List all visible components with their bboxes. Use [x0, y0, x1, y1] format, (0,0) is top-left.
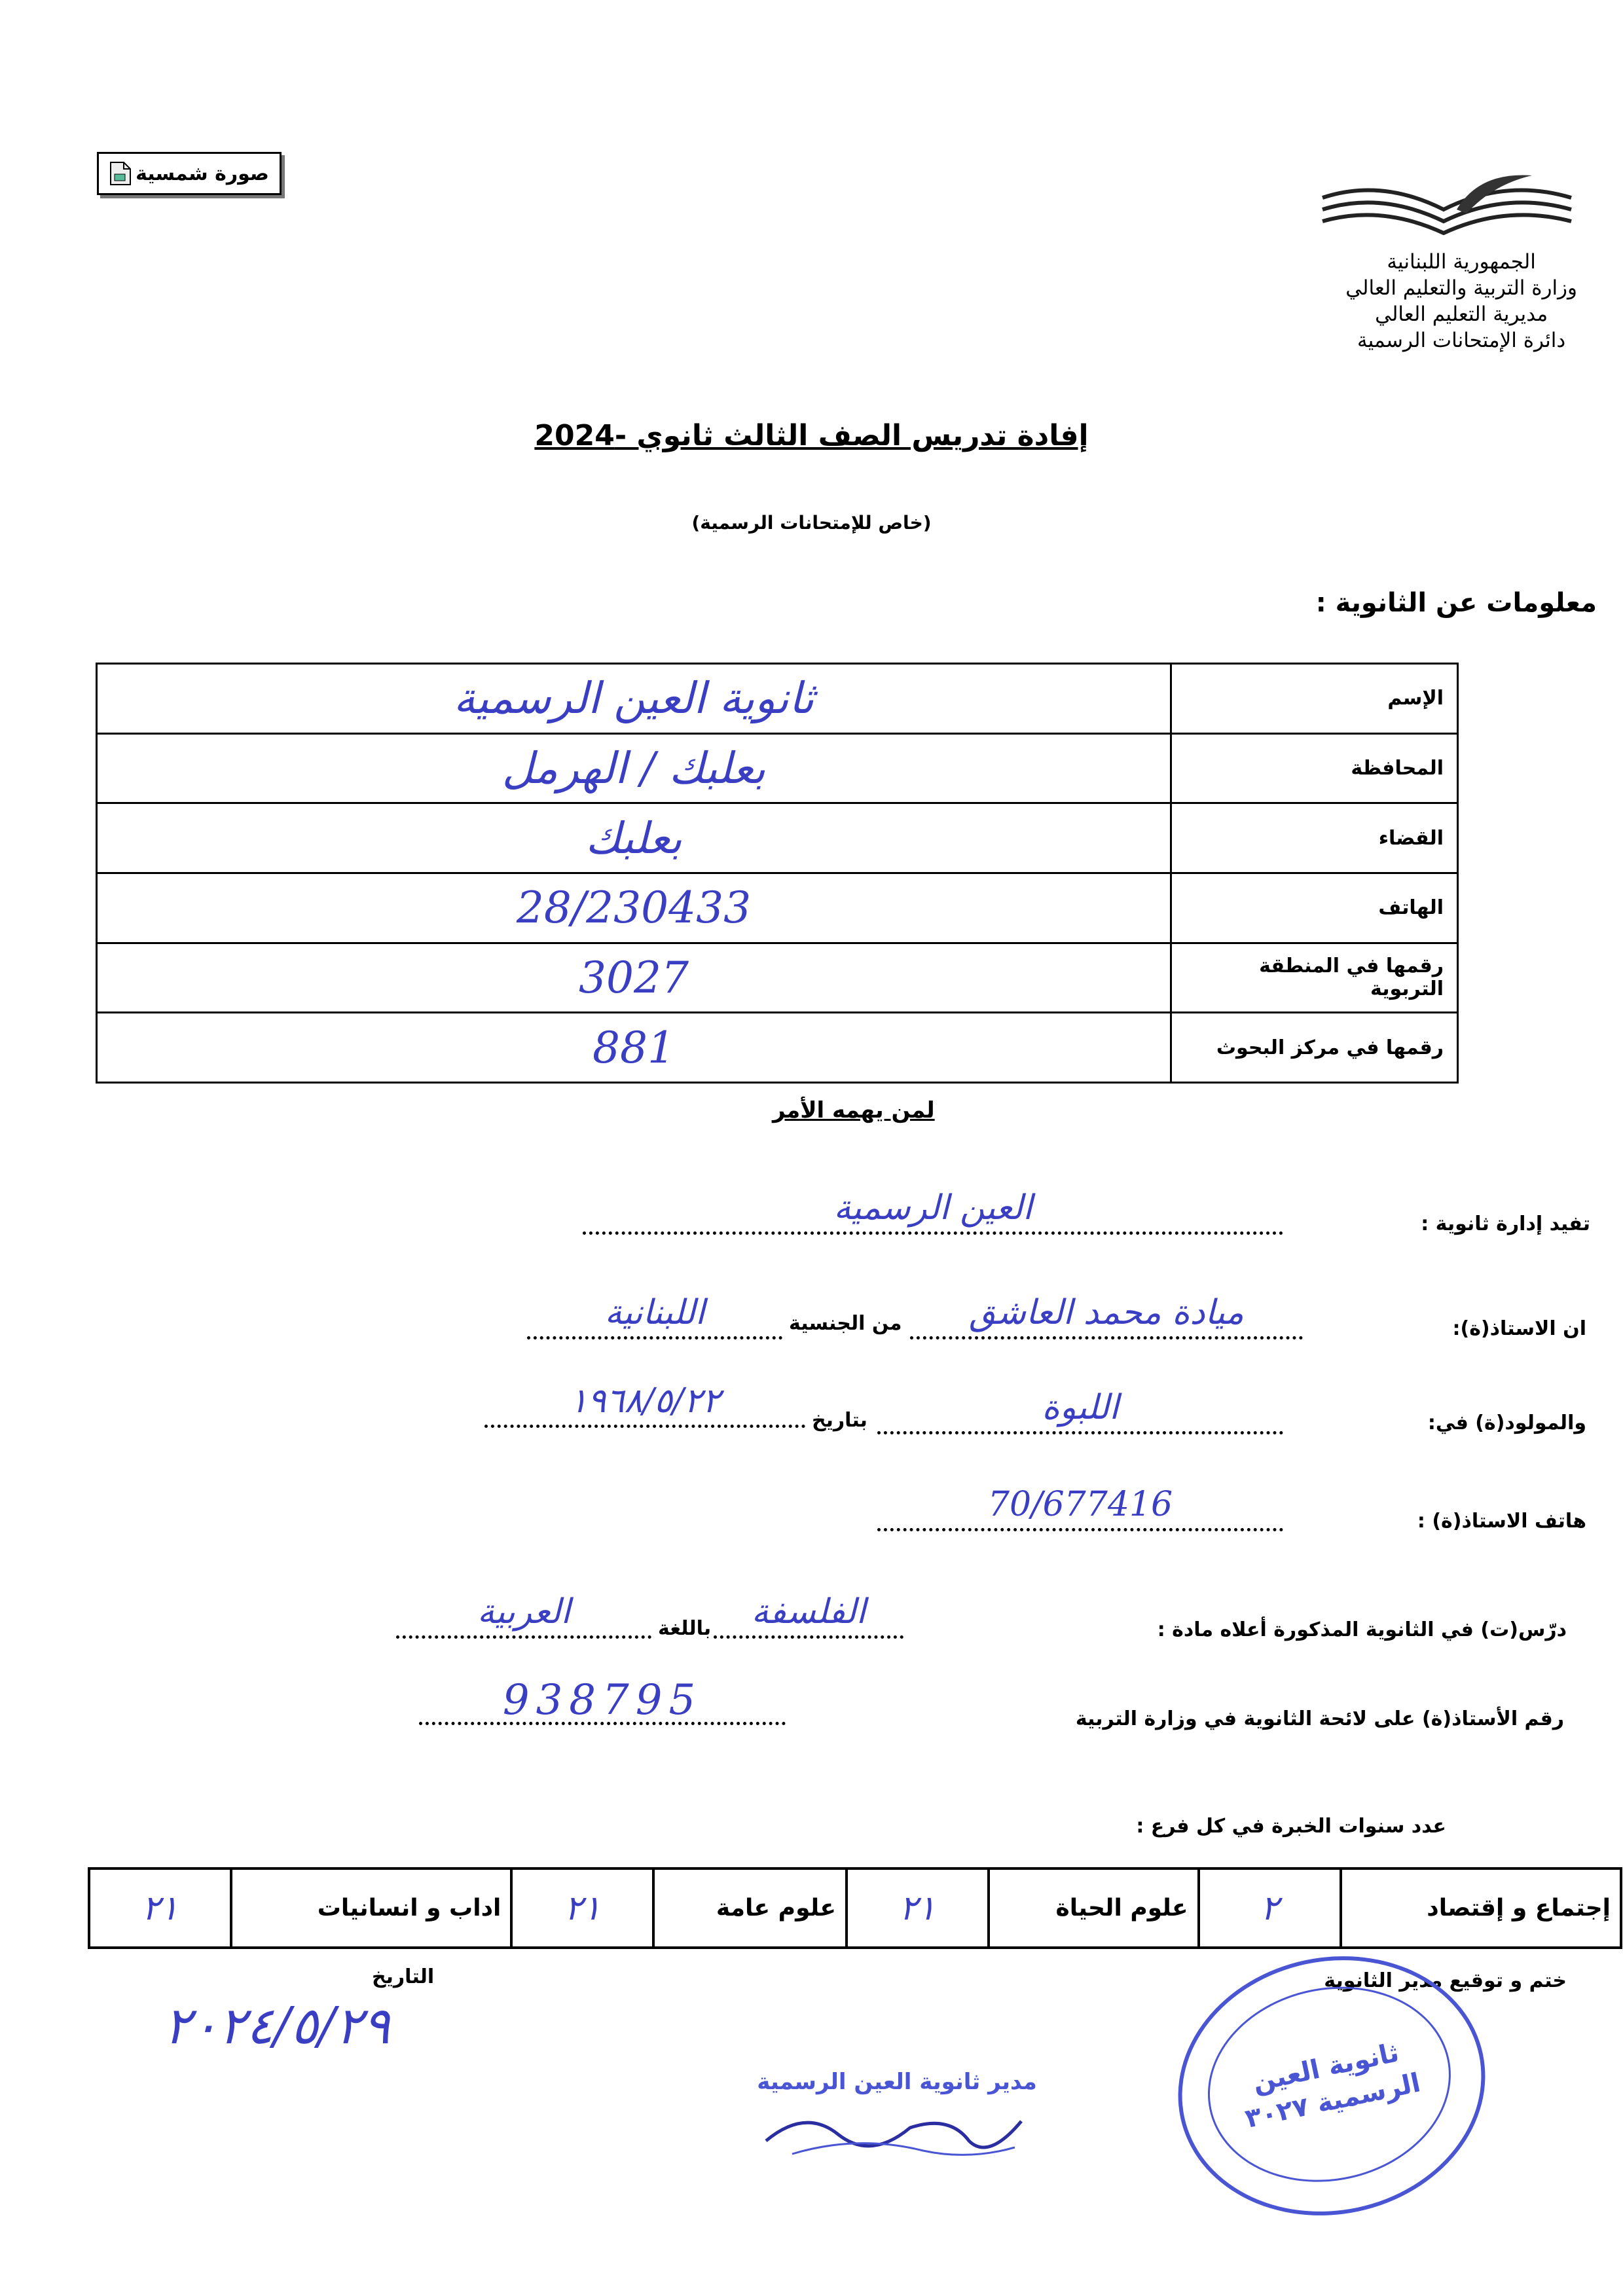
teacher-phone-label: هاتف الاستاذ(ة) :: [1417, 1510, 1586, 1533]
row-label: المحافظة: [1171, 733, 1458, 803]
row-value: 28/230433: [97, 873, 1171, 943]
roster-field: 938795: [419, 1676, 786, 1725]
header-line-3: مديرية التعليم العالي: [1375, 302, 1548, 326]
signature-title: مدير ثانوية العين الرسمية: [757, 2069, 1037, 2095]
branch-cell: علوم عامة: [653, 1868, 847, 1948]
header-line-2: وزارة التربية والتعليم العالي: [1345, 276, 1577, 300]
row-label: الإسم: [1171, 664, 1458, 734]
date-field: ١٩٦٨/٥/٢٢: [484, 1381, 805, 1428]
date-footer-value: ٢٠٢٤/٥/٢٩: [164, 1997, 390, 2056]
table-row: [97, 873, 1458, 943]
years-cell: ٢١: [89, 1868, 231, 1948]
signature-block: [746, 2069, 1048, 2170]
row-value: بعلبك: [97, 803, 1171, 873]
branch-cell: اداب و انسانيات: [231, 1868, 511, 1948]
nationality-label: من الجنسية: [789, 1312, 902, 1335]
table-row: [97, 664, 1458, 734]
row-value: 3027: [97, 943, 1171, 1013]
signature-scribble: [753, 2095, 1041, 2167]
image-icon: [109, 161, 132, 186]
stamp-label: ختم و توقيع مدير الثانوية: [1324, 1969, 1567, 1992]
table-row: [97, 943, 1458, 1013]
teacher-field: ميادة محمد العاشق: [910, 1293, 1303, 1339]
section-title: معلومات عن الثانوية :: [1315, 588, 1597, 618]
table-row: [89, 1868, 1621, 1948]
photo-label: صورة شمسية: [136, 162, 269, 185]
row-value: بعلبك / الهرمل: [97, 733, 1171, 803]
experience-label: عدد سنوات الخبرة في كل فرع :: [1136, 1815, 1446, 1838]
language-field: العربية: [396, 1592, 651, 1639]
subject-field: الفلسفة: [714, 1592, 903, 1639]
born-field: اللبوة: [877, 1388, 1283, 1434]
row-label: الهاتف: [1171, 873, 1458, 943]
school-admin-label: تفيد إدارة ثانوية :: [1421, 1212, 1590, 1235]
subject-label: درّس(ت) في الثانوية المذكورة أعلاه مادة :: [1157, 1618, 1567, 1641]
table-row: [97, 803, 1458, 873]
branch-cell: إجتماع و إقتصاد: [1341, 1868, 1621, 1948]
branch-cell: علوم الحياة: [989, 1868, 1199, 1948]
row-label: القضاء: [1171, 803, 1458, 873]
row-value: 881: [97, 1013, 1171, 1083]
header-line-4: دائرة الإمتحانات الرسمية: [1357, 329, 1566, 352]
language-label: باللغة: [658, 1617, 712, 1640]
header-line-1: الجمهورية اللبنانية: [1387, 250, 1536, 274]
row-label: رقمها في مركز البحوث: [1171, 1013, 1458, 1083]
page-subtitle: (خاص للإمتحانات الرسمية): [691, 512, 932, 534]
teacher-label: ان الاستاذ(ة):: [1452, 1317, 1586, 1340]
concern-heading: لمن يهمه الأمر: [773, 1097, 935, 1123]
born-label: والمولود(ة) في:: [1427, 1412, 1586, 1434]
table-row: [97, 1013, 1458, 1083]
ministry-header: [1345, 249, 1577, 354]
roster-label: رقم الأستاذ(ة) على لائحة الثانوية في وزارة التربية: [1075, 1707, 1564, 1730]
school-info-table: [96, 663, 1459, 1084]
teacher-phone-field: 70/677416: [877, 1485, 1283, 1531]
years-cell: ٢١: [847, 1868, 989, 1948]
date-label: بتاريخ: [812, 1409, 867, 1432]
stamp-text: ثانوية العين الرسمية ٣٠٢٧: [1243, 2037, 1423, 2134]
photo-placeholder: [97, 152, 282, 195]
experience-table: [88, 1867, 1622, 1949]
nationality-field: اللبنانية: [527, 1293, 782, 1339]
row-value: ثانوية العين الرسمية: [97, 664, 1171, 734]
years-cell: ٢: [1199, 1868, 1341, 1948]
ministry-logo: [1316, 172, 1578, 244]
years-cell: ٢١: [511, 1868, 653, 1948]
school-admin-field: العين الرسمية: [583, 1188, 1283, 1235]
page-title: إفادة تدريس الصف الثالث ثانوي -2024: [534, 419, 1089, 452]
row-label: رقمها في المنطقة التربوية: [1171, 943, 1458, 1013]
table-row: [97, 733, 1458, 803]
date-footer-label: التاريخ: [372, 1965, 435, 1988]
